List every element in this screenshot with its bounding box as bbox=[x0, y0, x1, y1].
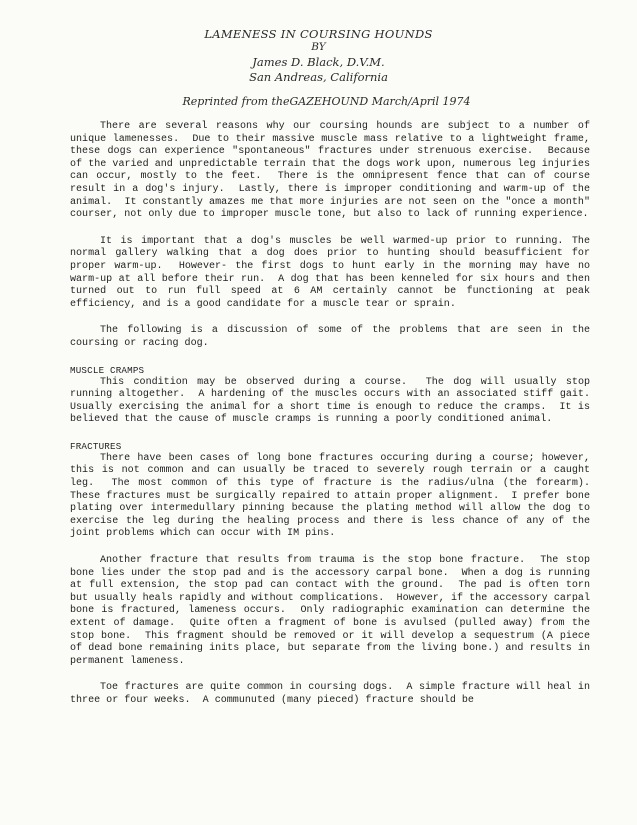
reprint-note: Reprinted from theGAZEHOUND March/April 1974 bbox=[182, 95, 471, 108]
fractures-paragraph-2: Another fracture that results from trauma is the stop bone fracture. The stop bone lies under the stop pad and is the accessory carpal bone. When a dog is running at full extension, the stop pad can contact with the ground. The pad is often torn but usually heals rapidly and without complications. However, if the accessory carpal bone is fractured, lameness occurs. Only radiographic examination can determine the extent of damage. Quite often a fragment of bone is avulsed (pulled away) from the stop bone. This fragment should be removed or it will develop a sequestrum (A piece of dead bone remaining inits place, but separate from the living bone.) and results in permanent lameness. bbox=[70, 555, 597, 667]
section-heading-fractures: FRACTURES bbox=[70, 440, 122, 452]
intro-paragraph-3: The following is a discussion of some of the problems that are seen in the coursing or racing dog. bbox=[70, 325, 597, 349]
fractures-paragraph-3: Toe fractures are quite common in coursing dogs. A simple fracture will heal in three or four weeks. A communuted (many pieced) fracture should be bbox=[70, 682, 597, 706]
document-body bbox=[70, 121, 603, 722]
document-title: LAMENESS IN COURSING HOUNDS bbox=[204, 27, 433, 41]
byline-label: BY bbox=[311, 41, 326, 53]
intro-paragraph-2: It is important that a dog's muscles be well warmed-up prior to running. The normal gallery walking that a dog does prior to hunting should beasufficient for proper warm-up. However- the first dogs to hunt early in the morning may have no warm-up at all before their run. A dog that has been kenneled for six hours and then turned out to run full speed at 6 AM certainly cannot be functioning at peak efficiency, and is a good candidate for a muscle tear or sprain. bbox=[70, 235, 597, 310]
fractures-paragraph-1: There have been cases of long bone fractures occuring during a course; however, this is not common and can usually be traced to severely rough terrain or a caught leg. The most common of this type of fracture is the radius/ulna (the forearm). These fractures must be surgically repaired to attain proper alignment. I prefer bone plating over intermedullary pinning because the plating method will allow the dog to exercise the leg during the healing process and there is less chance of any of the joint problems which can occur with IM pins. bbox=[70, 452, 603, 540]
intro-paragraph-1: There are several reasons why our coursing hounds are subject to a number of unique lamenesses. Due to their massive muscle mass relative to a lightweight frame, these dogs can experience "spontaneous" fractures under strenuous exercise. Because of the varied and unpredictable terrain that the dogs work upon, numerous leg injuries can occur, mostly to the feet. There is the omnipresent fence that can of course result in a dog's injury. Lastly, there is improper conditioning and warm-up of the animal. It constantly amazes me that more injuries are not seen on the "once a month" courser, not only due to improper muscle tone, but also to lack of running experience. bbox=[70, 121, 597, 221]
author-location: San Andreas, California bbox=[249, 70, 388, 84]
section-heading-muscle-cramps: MUSCLE CRAMPS bbox=[70, 364, 145, 376]
muscle-cramps-paragraph: This condition may be observed during a course. The dog will usually stop running altogether. A hardening of the muscles occurs with an associated stiff gait. Usually exercising the animal for a short time is enough to reduce the cramps. It is believed that the cause of muscle cramps is running a poorly conditioned animal. bbox=[70, 376, 603, 426]
author-name: James D. Black, D.V.M. bbox=[252, 55, 385, 69]
